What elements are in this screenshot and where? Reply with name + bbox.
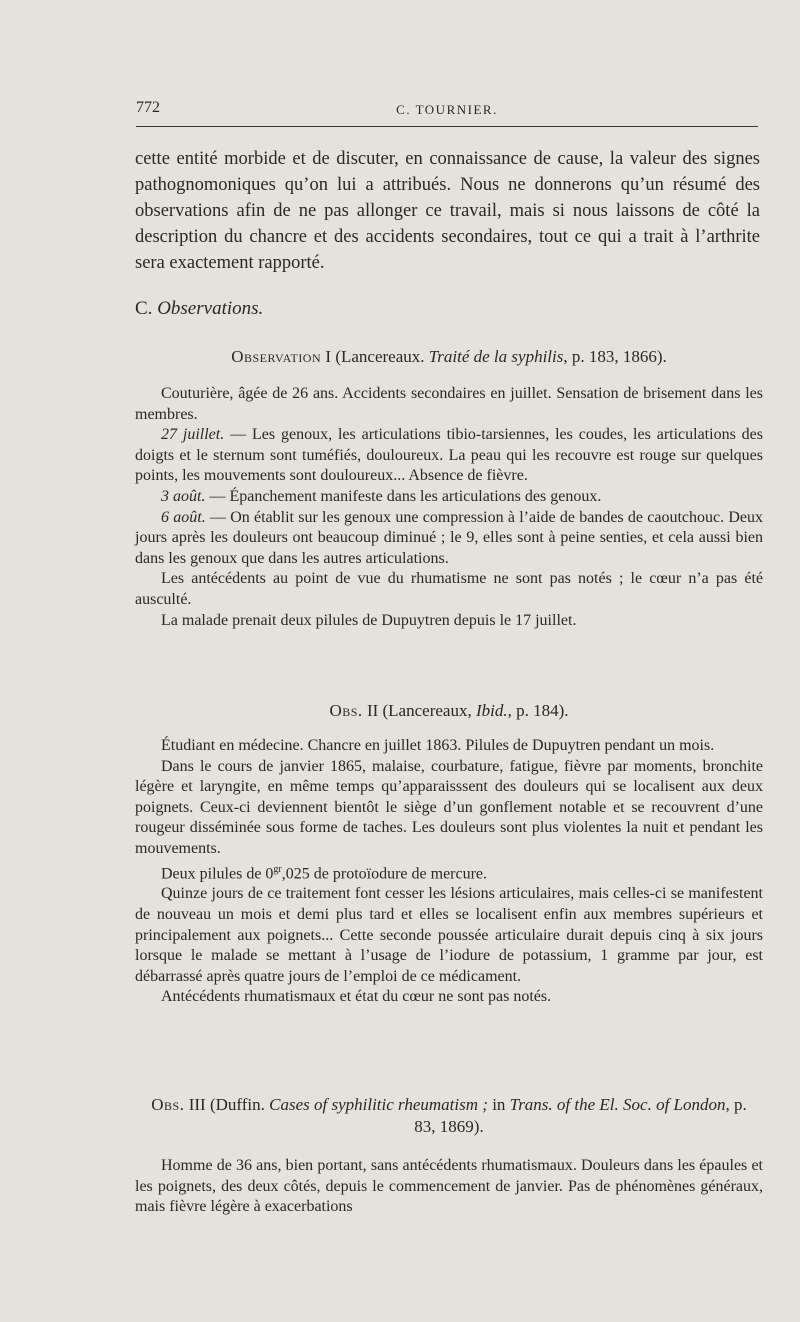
obs1-p2-date: 27 juillet. xyxy=(161,426,225,444)
obs3-ref: , p. 83, 1869). xyxy=(414,1095,747,1136)
obs3-heading xyxy=(139,1094,759,1138)
obs2-p1: Étudiant en médecine. Chancre en juillet 1863. Pilules de Dupuytren pendant un mois. xyxy=(161,737,715,754)
obs2-p5: Antécédents rhumatismaux et état du cœur ne sont pas notés. xyxy=(161,988,552,1006)
obs1-p4-text: — On établit sur les genoux une compression à l’aide de bandes de caoutchouc. Deux jours après les douleurs ont beaucoup diminué ; le 9, elles sont à peine senties, et cela aussi bien dans les genoux que dans les autres articulations. xyxy=(135,508,764,567)
obs1-work: Traité de la syphilis xyxy=(428,347,564,366)
obs1-p6: La malade prenait deux pilules de Dupuytren depuis le 17 juillet. xyxy=(161,611,577,629)
obs1-p4 xyxy=(135,508,763,570)
page-number: 772 xyxy=(136,99,160,116)
obs3-label: Obs. xyxy=(151,1095,185,1114)
intro-text: cette entité morbide et de discuter, en connaissance de cause, la valeur des signes pathognomoniques qu’on lui a attribués. Nous ne donnerons qu’un résumé des observations afin de ne pas allonger ce travail, mais si nous laissons de côté la description du chancre et des accidents secondaires, tout ce qui a trait à l’arthrite sera exactement rapporté. xyxy=(135,149,760,273)
obs1-author: (Lancereaux. xyxy=(331,347,429,366)
obs1-body xyxy=(135,384,763,631)
obs1-p2-text: — Les genoux, les articulations tibio-tarsiennes, les coudes, les articulations des doigts et le sternum sont tuméfiés, douloureux. La peau qui les recouvre est rouge sur quelques points, les mouvements sont douloureux... Absence de fièvre. xyxy=(135,426,764,485)
section-heading xyxy=(135,298,263,320)
obs2-p3-b: ,025 de protoïodure de mercure. xyxy=(281,864,488,882)
obs2-author: (Lancereaux, xyxy=(378,701,476,720)
obs2-work: Ibid. xyxy=(475,701,508,720)
obs1-p2 xyxy=(135,425,763,487)
obs3-mid: in xyxy=(487,1095,510,1114)
obs2-number: II xyxy=(366,701,379,720)
obs1-p1: Couturière, âgée de 26 ans. Accidents secondaires en juillet. Sensation de brisement dans les membres. xyxy=(135,385,763,423)
page-header xyxy=(136,99,758,121)
obs2-label: Obs. xyxy=(329,701,363,720)
obs2-p3-sup: gr xyxy=(273,863,282,875)
section-title: Observations. xyxy=(157,298,264,319)
obs2-p3-a: Deux pilules de 0 xyxy=(161,864,274,882)
obs1-p3 xyxy=(135,487,763,508)
obs1-number: I xyxy=(325,347,332,366)
running-title: C. TOURNIER. xyxy=(396,102,498,117)
intro-paragraph xyxy=(135,146,760,276)
obs3-number: III xyxy=(188,1095,206,1114)
obs1-label: Observation xyxy=(231,347,322,366)
obs2-heading xyxy=(135,700,763,722)
section-letter: C. xyxy=(135,298,153,319)
obs1-p5: Les antécédents au point de vue du rhumatisme ne sont pas notés ; le cœur n’a pas été ausculté. xyxy=(135,570,763,608)
obs3-p1: Homme de 36 ans, bien portant, sans antécédents rhumatismaux. Douleurs dans les épaules et les poignets, des deux côtés, depuis le commencement de janvier. Pas de phénomènes généraux, mais fièvre légère à exacerbations xyxy=(135,1157,763,1216)
obs1-p3-text: — Épanchement manifeste dans les articulations des genoux. xyxy=(205,487,602,505)
obs3-body xyxy=(135,1156,763,1218)
header-rule xyxy=(136,126,758,127)
obs1-heading xyxy=(135,346,763,368)
obs2-p2: Dans le cours de janvier 1865, malaise, courbature, fatigue, fièvre par moments, bronchite légère et laryngite, en même temps qu’apparaisssent des douleurs qui se localisent aux deux poignets. Ceux-ci deviennent bientôt le siège d’un gonflement notable et se recouvrent d’une rougeur disséminée sous forme de taches. Les douleurs sont plus violentes la nuit et pendant les mouvements. xyxy=(135,757,763,857)
obs1-ref: , p. 183, 1866). xyxy=(563,347,667,366)
obs2-body xyxy=(135,736,763,1008)
obs2-p4: Quinze jours de ce traitement font cesser les lésions articulaires, mais celles-ci se manifestent de nouveau un mois et demi plus tard et elles se localisent enfin aux membres supérieurs et principalement aux poignets... Cette seconde poussée articulaire durait depuis cinq à six jours lorsque le malade se mettant à l’usage de l’iodure de potassium, 1 gramme par jour, est débarrassé après quatre jours de l’emploi de ce médicament. xyxy=(135,885,763,985)
obs3-work1: Cases of syphilitic rheumatism ; xyxy=(269,1095,488,1114)
obs2-ref: , p. 184). xyxy=(507,701,569,720)
obs3-work2: Trans. of the El. Soc. of London xyxy=(509,1095,726,1114)
obs3-author: (Duffin. xyxy=(205,1095,270,1114)
obs1-p4-date: 6 août. xyxy=(161,508,206,526)
obs2-p3 xyxy=(135,860,763,885)
obs1-p3-date: 3 août. xyxy=(161,487,206,505)
